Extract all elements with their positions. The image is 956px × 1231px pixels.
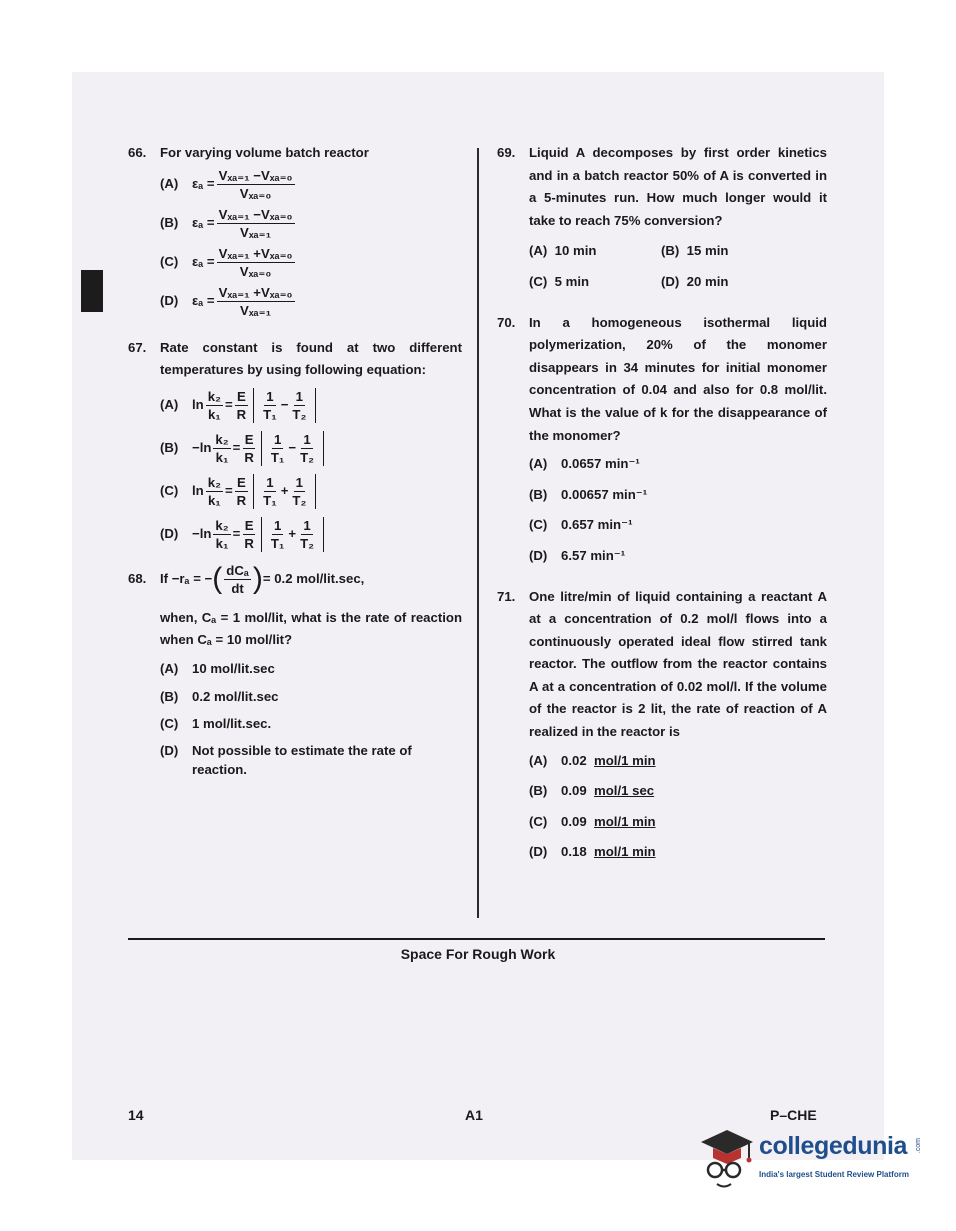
option-b[interactable]: (B) εₐ = $\frac{\text{Vₓₐ₌₁ −Vₓₐ₌₀}}{\text{Vₓₐ₌₁}}$ bbox=[160, 206, 293, 240]
question-number: 69. bbox=[497, 145, 516, 160]
option-d[interactable]: (D) 6.57 min⁻¹ bbox=[529, 547, 626, 563]
option-b[interactable]: (B) 0.2 mol/lit.sec bbox=[160, 688, 279, 704]
rough-work-heading: Space For Rough Work bbox=[400, 946, 556, 962]
question-68 bbox=[128, 562, 462, 779]
subject-code: P–CHE bbox=[770, 1107, 817, 1123]
option-a[interactable]: (A) εₐ = $\frac{\text{Vₓₐ₌₁ −Vₓₐ₌₀}}{\text{Vₓₐ₌₀}}$ bbox=[160, 167, 293, 201]
question-67 bbox=[128, 337, 462, 552]
right-column bbox=[497, 142, 827, 864]
brand-domain: .com bbox=[915, 1138, 922, 1154]
fraction: $\frac{\text{Vₓₐ₌₁ −Vₓₐ₌₀}}{\text{Vₓₐ₌₀}}$ bbox=[218, 167, 293, 201]
option-a[interactable]: (A) 10 mol/lit.sec bbox=[160, 660, 275, 676]
question-number: 66. bbox=[128, 145, 147, 160]
question-equation: If −rₐ = − ( $\frac{\text{dCₐ}}{dt}$ ) = 0.2 mol/lit.sec, bbox=[160, 562, 365, 596]
question-text: In a homogeneous isothermal liquid polymerization, 20% of the monomer disappears in 34 minutes for initial monomer concentration of 0.04 and also for 0.8 mol/lit. What is the value of k for the disappearance of the monomer? bbox=[529, 314, 827, 443]
question-text: For varying volume batch reactor bbox=[160, 145, 369, 160]
option-b[interactable]: (B) −ln $\frac{\text{k₂}}{\text{k₁}}$ = $\frac{E}{R}$ $\frac{1}{\text{T₁}}$ − $\frac{1}{\text{T₂}}$ bbox=[160, 431, 462, 466]
option-b[interactable]: (B) 0.09 mol/1 sec bbox=[529, 783, 655, 799]
question-69 bbox=[497, 142, 827, 294]
option-c[interactable]: (C) 1 mol/lit.sec. bbox=[160, 716, 272, 732]
options-grid bbox=[529, 240, 827, 293]
option-b[interactable]: (B) 0.00657 min⁻¹ bbox=[529, 486, 648, 502]
question-number: 71. bbox=[497, 588, 516, 604]
option-c[interactable]: (C) 0.657 min⁻¹ bbox=[529, 517, 633, 533]
question-number: 68. bbox=[128, 570, 147, 586]
option-d[interactable]: (D) 20 min bbox=[661, 273, 729, 289]
graduate-mascot-icon bbox=[697, 1124, 755, 1194]
option-c[interactable]: (C) 5 min bbox=[529, 273, 590, 289]
option-d[interactable]: (D) εₐ = $\frac{\text{Vₓₐ₌₁ +Vₓₐ₌₀}}{\text{Vₓₐ₌₁}}$ bbox=[160, 284, 293, 318]
option-c[interactable]: (C) 0.09 mol/1 min bbox=[529, 813, 656, 829]
page-number: 14 bbox=[128, 1107, 144, 1123]
collegedunia-logo bbox=[697, 1124, 927, 1196]
option-a[interactable]: (A) 0.0657 min⁻¹ bbox=[529, 456, 640, 472]
question-66 bbox=[128, 142, 462, 319]
option-b[interactable]: (B) 15 min bbox=[661, 243, 729, 259]
option-d[interactable]: (D) −ln $\frac{\text{k₂}}{\text{k₁}}$ = $\frac{E}{R}$ $\frac{1}{\text{T₁}}$ + $\frac{1}{\text{T₂}}$ bbox=[160, 517, 462, 552]
question-70 bbox=[497, 312, 827, 568]
fraction: $\frac{\text{Vₓₐ₌₁ +Vₓₐ₌₀}}{\text{Vₓₐ₌₁}}$ bbox=[218, 284, 293, 318]
fraction: $\frac{\text{Vₓₐ₌₁ +Vₓₐ₌₀}}{\text{Vₓₐ₌₀}}$ bbox=[218, 245, 293, 279]
brand-name: collegedunia bbox=[759, 1132, 908, 1160]
option-d[interactable]: (D) 0.18 mol/1 min bbox=[529, 844, 656, 860]
left-column bbox=[128, 142, 462, 779]
option-c[interactable]: (C) ln $\frac{\text{k₂}}{\text{k₁}}$ = $\frac{E}{R}$ $\frac{1}{\text{T₁}}$ + $\frac{1}{\text{T₂}}$ bbox=[160, 474, 462, 509]
option-c[interactable]: (C) εₐ = $\frac{\text{Vₓₐ₌₁ +Vₓₐ₌₀}}{\text{Vₓₐ₌₀}}$ bbox=[160, 245, 293, 279]
question-text: Liquid A decomposes by first order kinetics and in a batch reactor 50% of A is converted in a 5-minutes run. How much longer would it take to reach 75% conversion? bbox=[529, 145, 827, 228]
brand-tagline: India's largest Student Review Platform bbox=[759, 1170, 909, 1179]
question-number: 70. bbox=[497, 314, 516, 330]
option-a[interactable]: (A) 10 min bbox=[529, 243, 597, 259]
question-text: Rate constant is found at two different temperatures by using following equation: bbox=[160, 339, 462, 378]
registration-mark bbox=[81, 270, 103, 312]
question-number: 67. bbox=[128, 339, 147, 355]
option-a[interactable]: (A) ln $\frac{\text{k₂}}{\text{k₁}}$ = $\frac{E}{R}$ $\frac{1}{\text{T₁}}$ − $\frac{1}{\text{T₂}}$ bbox=[160, 388, 462, 423]
column-divider bbox=[477, 148, 479, 918]
rough-work-rule bbox=[128, 938, 825, 940]
fraction: $\frac{\text{Vₓₐ₌₁ −Vₓₐ₌₀}}{\text{Vₓₐ₌₁}}$ bbox=[218, 206, 293, 240]
question-text: One litre/min of liquid containing a reactant A at a concentration of 0.2 mol/l flows into a continuously operated ideal flow stirred tank reactor. The outflow from the reactor contains A at a concentration of 0.02 mol/l. If the volume of the reactor is 2 lit, the rate of reaction of A realized in the reactor is bbox=[529, 588, 827, 740]
question-71 bbox=[497, 586, 827, 865]
paper-code: A1 bbox=[465, 1107, 483, 1123]
option-d[interactable]: (D) Not possible to estimate the rate of reaction. bbox=[160, 742, 412, 777]
option-a[interactable]: (A) 0.02 mol/1 min bbox=[529, 752, 656, 768]
question-text: when, Cₐ = 1 mol/lit, what is the rate of reaction when Cₐ = 10 mol/lit? bbox=[160, 609, 462, 648]
